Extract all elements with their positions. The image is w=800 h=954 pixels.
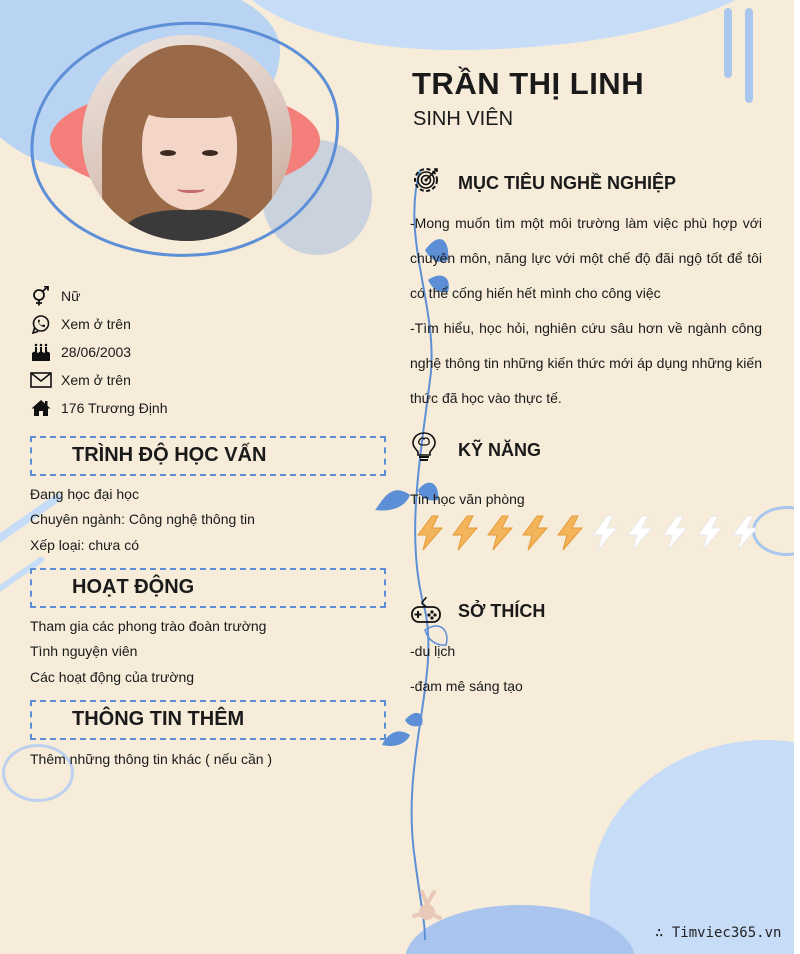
contact-birthday-text: 28/06/2003 xyxy=(61,344,132,360)
bolt-filled-icon xyxy=(552,514,587,552)
contact-address-text: 176 Trương Định xyxy=(61,400,168,416)
objective-paragraph: -Mong muốn tìm một môi trường làm việc phù hợp với chuyên môn, năng lực với một chế độ đãi ngộ tốt để tôi có thể cống hiến hết mình cho công việc xyxy=(410,215,762,301)
bolt-filled-icon xyxy=(412,514,447,552)
bolt-empty-icon xyxy=(727,514,762,552)
section-hobbies-title: SỞ THÍCH xyxy=(458,601,546,621)
contact-phone-text: Xem ở trên xyxy=(61,316,131,332)
candidate-name: TRẦN THỊ LINH xyxy=(412,66,645,101)
activity-line: Tham gia các phong trào đoàn trường xyxy=(30,618,267,634)
extra-line: Thêm những thông tin khác ( nếu cần ) xyxy=(30,751,273,767)
birthday-cake-icon xyxy=(30,342,52,362)
contact-address xyxy=(30,397,168,419)
decor-bar xyxy=(745,8,753,103)
contact-gender-text: Nữ xyxy=(61,288,81,304)
bolt-filled-icon xyxy=(447,514,482,552)
education-line: Đang học đại học xyxy=(30,486,139,502)
bolt-empty-icon xyxy=(692,514,727,552)
lightbulb-brain-icon xyxy=(411,431,437,463)
section-activities-header xyxy=(30,568,386,608)
section-skills-title: KỸ NĂNG xyxy=(458,440,542,460)
gamepad-icon xyxy=(410,594,442,626)
decor-blob-bottom-right xyxy=(590,740,794,954)
section-activities-title: HOẠT ĐỘNG xyxy=(72,576,195,598)
education-line: Xếp loại: chưa có xyxy=(30,537,139,553)
objective-paragraph: -Tìm hiểu, học hỏi, nghiên cứu sâu hơn về ngành công nghệ thông tin những kiến thức mới áp dụng những kiến thức đã học vào thực tế. xyxy=(410,320,762,406)
gender-icon xyxy=(30,286,52,306)
gear-target-icon xyxy=(410,164,442,196)
contact-email-text: Xem ở trên xyxy=(61,372,131,388)
skill-name: Tin học văn phòng xyxy=(410,491,525,507)
decor-blob-top xyxy=(230,0,790,50)
bolt-empty-icon xyxy=(622,514,657,552)
contact-birthday xyxy=(30,341,131,363)
bolt-filled-icon xyxy=(517,514,552,552)
bolt-empty-icon xyxy=(657,514,692,552)
section-objective-title: MỤC TIÊU NGHỀ NGHIỆP xyxy=(458,173,677,193)
bolt-empty-icon xyxy=(587,514,622,552)
activity-line: Tình nguyện viên xyxy=(30,643,138,659)
contact-phone xyxy=(30,313,131,335)
home-icon xyxy=(30,398,52,418)
bolt-filled-icon xyxy=(482,514,517,552)
email-icon xyxy=(30,370,52,390)
footer-brand: ∴ Timviec365.vn xyxy=(655,925,782,941)
phone-icon xyxy=(30,314,52,334)
section-extra-header xyxy=(30,700,386,740)
contact-email xyxy=(30,369,131,391)
decor-bar xyxy=(724,8,732,78)
contact-gender xyxy=(30,285,80,307)
section-education-title: TRÌNH ĐỘ HỌC VẤN xyxy=(72,444,267,466)
section-education-header xyxy=(30,436,386,476)
education-line: Chuyên ngành: Công nghệ thông tin xyxy=(30,511,255,527)
hobby-line: -du lịch xyxy=(410,643,456,659)
section-extra-title: THÔNG TIN THÊM xyxy=(72,708,245,730)
skill-rating xyxy=(412,514,762,552)
candidate-role: SINH VIÊN xyxy=(413,108,514,130)
activity-line: Các hoạt động của trường xyxy=(30,669,195,685)
hobby-line: -đam mê sáng tạo xyxy=(410,678,523,694)
